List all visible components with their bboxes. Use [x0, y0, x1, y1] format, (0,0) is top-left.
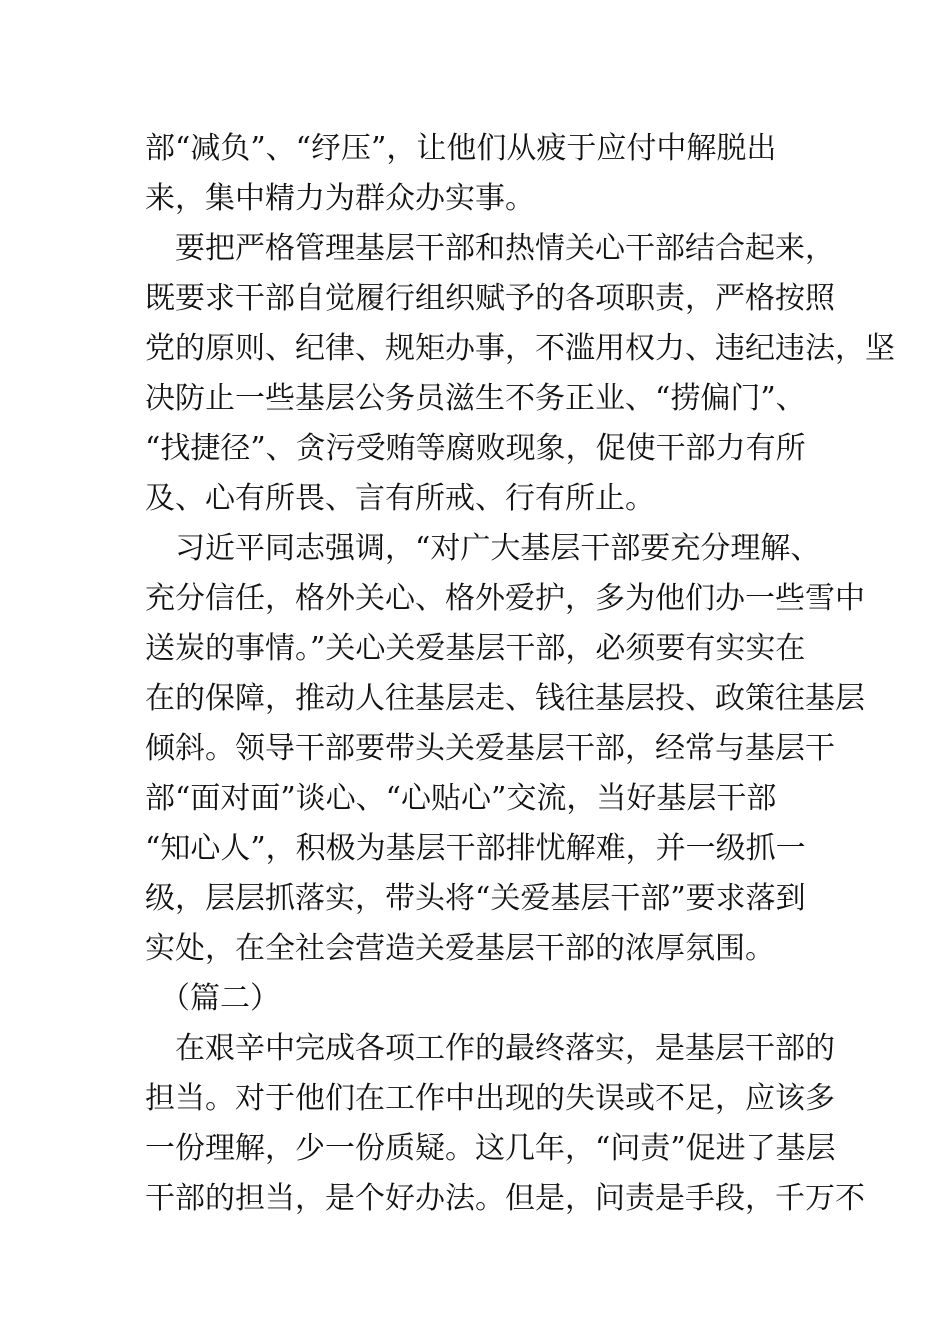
text-line: “找捷径”、贪污受贿等腐败现象，促使干部力有所 [145, 431, 806, 466]
text-line: 部“减负”、“纾压”，让他们从疲于应付中解脱出 [145, 131, 777, 166]
text-line: 实处，在全社会营造关爱基层干部的浓厚氛围。 [145, 931, 775, 966]
text-line: 在的保障，推动人往基层走、钱往基层投、政策往基层 [145, 681, 865, 716]
text-line: 既要求干部自觉履行组织赋予的各项职责，严格按照 [145, 281, 835, 316]
text-line: 习近平同志强调，“对广大基层干部要充分理解、 [145, 531, 821, 566]
text-line: 干部的担当，是个好办法。但是，问责是手段，千万不 [145, 1181, 865, 1216]
text-line: 倾斜。领导干部要带头关爱基层干部，经常与基层干 [145, 731, 835, 766]
text-line: 充分信任，格外关心、格外爱护，多为他们办一些雪中 [145, 581, 865, 616]
text-line: 来，集中精力为群众办实事。 [145, 181, 535, 216]
text-line: 在艰辛中完成各项工作的最终落实，是基层干部的 [145, 1031, 835, 1066]
text-line: 决防止一些基层公务员滋生不务正业、“捞偏门”、 [145, 381, 806, 416]
text-line: 担当。对于他们在工作中出现的失误或不足，应该多 [145, 1081, 835, 1116]
text-line: 一份理解，少一份质疑。这几年，“问责”促进了基层 [145, 1131, 836, 1166]
section-heading: （篇二） [145, 981, 280, 1016]
text-line: 级，层层抓落实，带头将“关爱基层干部”要求落到 [145, 881, 806, 916]
text-line: 要把严格管理基层干部和热情关心干部结合起来， [145, 231, 835, 266]
text-line: 部“面对面”谈心、“心贴心”交流，当好基层干部 [145, 781, 777, 816]
text-line: 送炭的事情。”关心关爱基层干部，必须要有实实在 [145, 631, 806, 666]
text-line: 党的原则、纪律、规矩办事，不滥用权力、违纪违法，坚 [145, 331, 895, 366]
text-line: “知心人”，积极为基层干部排忧解难，并一级抓一 [145, 831, 806, 866]
text-line: 及、心有所畏、言有所戒、行有所止。 [145, 481, 655, 516]
